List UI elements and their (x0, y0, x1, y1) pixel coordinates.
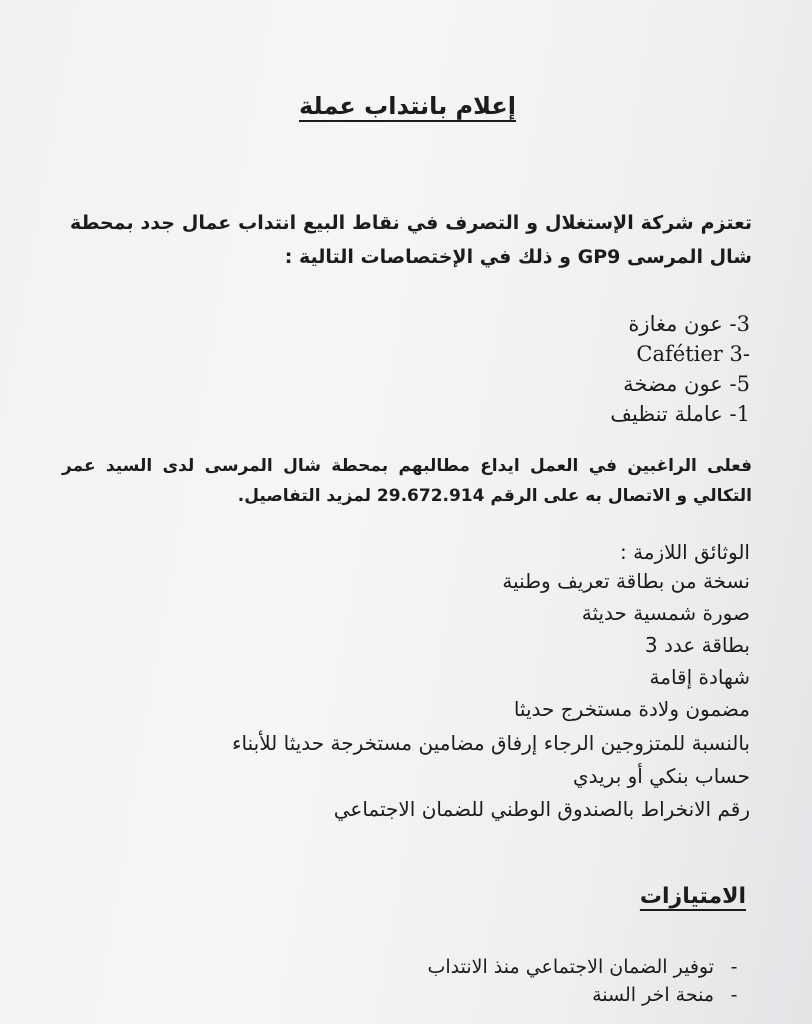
document-item: بالنسبة للمتزوجين الرجاء إرفاق مضامين مستخرجة حديثا للأبناء (232, 731, 750, 755)
bullet-dash: - (730, 984, 738, 1006)
document-title: إعلام بانتداب عملة (298, 92, 516, 120)
specialty-count: 1- (729, 402, 750, 426)
advantages-heading: الامتيازات (639, 884, 746, 909)
specialty-count: 5- (729, 372, 750, 396)
specialty-item (628, 309, 750, 339)
document-item: رقم الانخراط بالصندوق الوطني للضمان الاجتماعي (333, 797, 750, 821)
advantage-label: منحة اخر السنة (592, 984, 714, 1006)
document-item: بطاقة عدد 3 (644, 633, 750, 657)
advantage-label: توفير الضمان الاجتماعي منذ الانتداب (427, 956, 714, 978)
documents-heading: الوثائق اللازمة : (619, 540, 750, 564)
specialty-count: 3- (729, 342, 750, 366)
intro-paragraph: تعتزم شركة الإستغلال و التصرف في نقاط البيع انتداب عمال جدد بمحطة شال المرسى GP9 و ذلك في الإختصاصات التالية : (70, 212, 752, 268)
specialty-item (636, 339, 750, 369)
application-paragraph: فعلى الراغبين في العمل ايداع مطالبهم بمحطة شال المرسى لدى السيد عمر التكالي و الاتصال به على الرقم 29.672.914 لمزيد التفاصيل. (62, 456, 752, 506)
advantage-item (427, 956, 754, 978)
specialty-label: عاملة تنظيف (610, 402, 723, 426)
advantage-item (592, 984, 754, 1006)
specialty-item (623, 369, 750, 399)
specialty-label: عون مضخة (623, 372, 723, 396)
document-item: مضمون ولادة مستخرج حديثا (513, 697, 750, 721)
bullet-dash: - (730, 956, 738, 978)
document-item: صورة شمسية حديثة (581, 601, 750, 625)
specialty-item (610, 399, 750, 429)
document-item: حساب بنكي أو بريدي (572, 764, 750, 788)
specialty-label: Cafétier (636, 342, 723, 366)
specialty-label: عون مغازة (628, 312, 723, 336)
document-item: نسخة من بطاقة تعريف وطنية (502, 569, 750, 593)
document-item: شهادة إقامة (649, 665, 750, 689)
specialty-count: 3- (729, 312, 750, 336)
